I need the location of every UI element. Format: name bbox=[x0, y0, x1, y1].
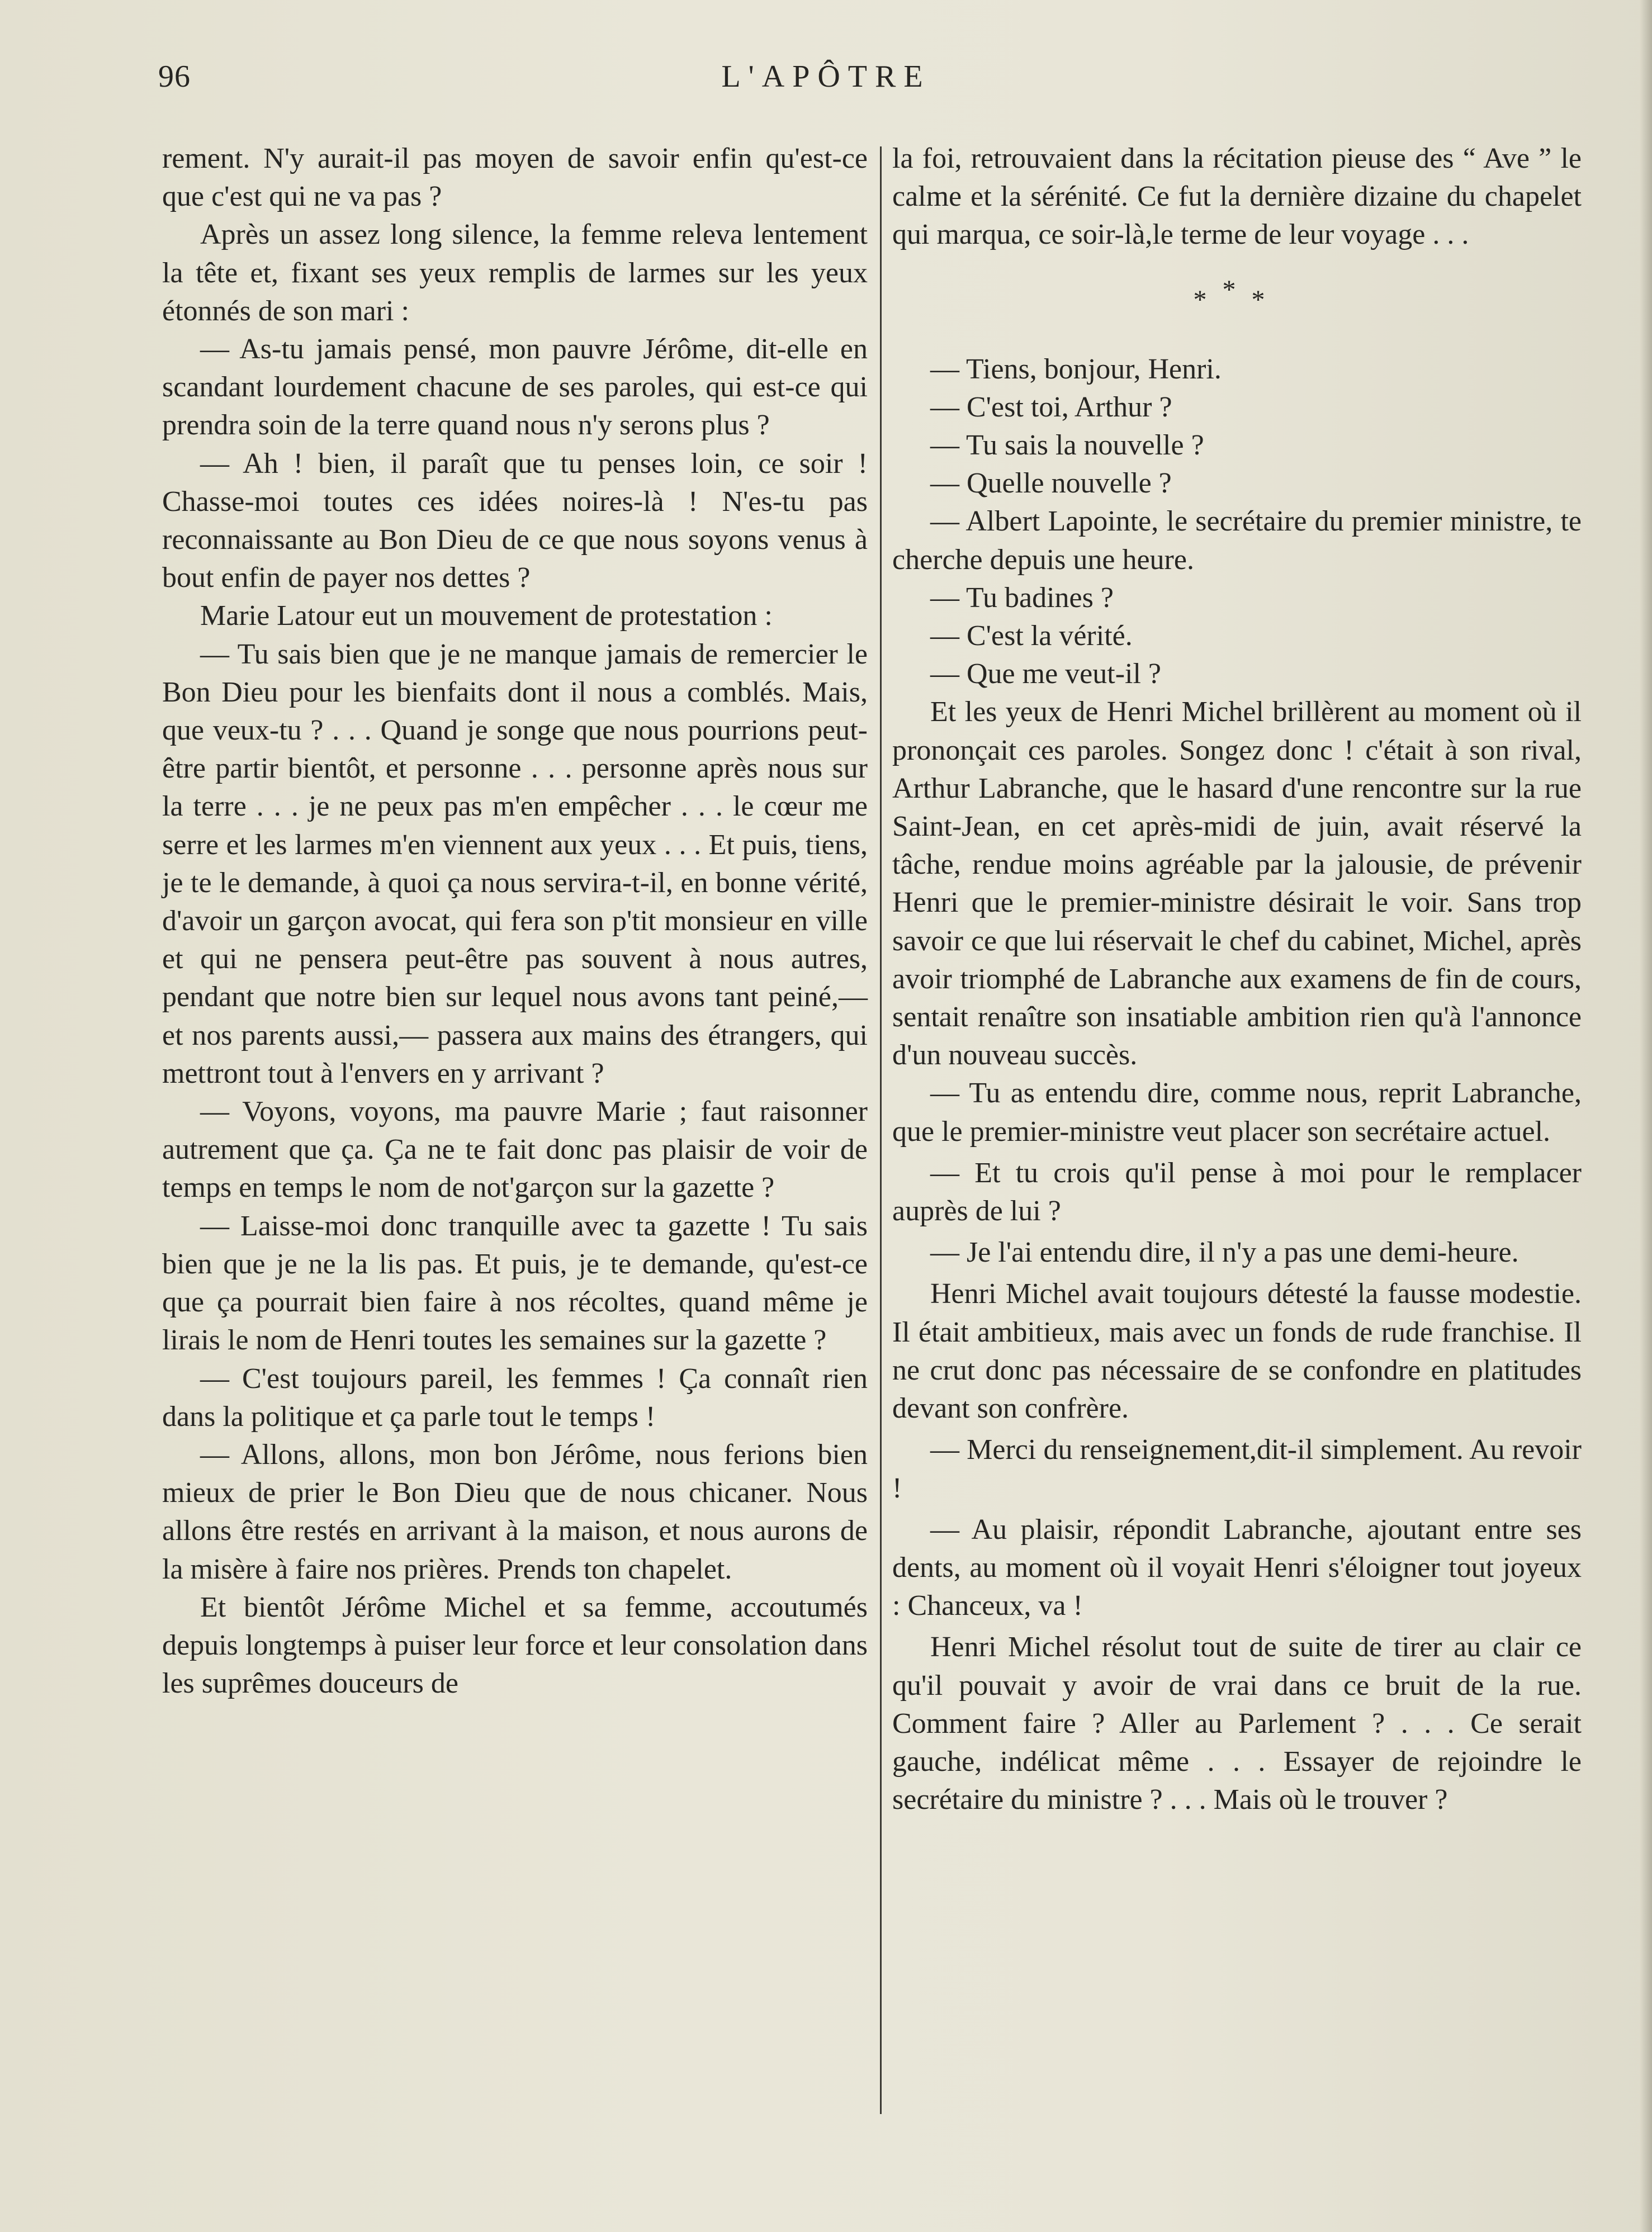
paragraph: — C'est toi, Arthur ? bbox=[930, 391, 1172, 423]
paragraph: Henri Michel avait toujours détesté la fausse modestie. Il était ambitieux, mais avec un fonds de rude franchise. Il ne crut donc pas nécessaire de se confondre en platitudes devant son confrère. bbox=[892, 1278, 1582, 1425]
asterisk: * bbox=[1251, 285, 1281, 315]
asterisk: * bbox=[1193, 285, 1223, 315]
section-break bbox=[892, 274, 1582, 315]
paragraph: — C'est toujours pareil, les femmes ! Ça connaît rien dans la politique et ça parle tout le temps ! bbox=[162, 1362, 868, 1433]
paragraph: rement. N'y aurait-il pas moyen de savoir enfin qu'est-ce que c'est qui ne va pas ? bbox=[162, 143, 868, 213]
paragraph: — Que me veut-il ? bbox=[930, 658, 1161, 690]
paragraph: — Allons, allons, mon bon Jérôme, nous ferions bien mieux de prier le Bon Dieu que de nous chicaner. Nous allons être restés en arrivant à la maison, et nous aurons de la misère à faire nos prières. Prends ton chapelet. bbox=[162, 1438, 868, 1585]
paragraph: — C'est la vérité. bbox=[930, 620, 1133, 652]
paragraph: Après un assez long silence, la femme releva lentement la tête et, fixant ses yeux remplis de larmes sur les yeux étonnés de son mari : bbox=[162, 219, 868, 327]
page-edge-shadow bbox=[1640, 0, 1652, 2232]
right-column bbox=[892, 140, 1582, 1819]
left-column bbox=[162, 140, 868, 1703]
paragraph: Henri Michel résolut tout de suite de tirer au clair ce qu'il pouvait y avoir de vrai dans ce bruit de la rue. Comment faire ? Aller au Parlement ? . . . Ce serait gauche, indélicat même . . . Essayer de rejoindre le secrétaire du ministre ? . . . Mais où le trouver ? bbox=[892, 1631, 1582, 1816]
paragraph: la foi, retrouvaient dans la récitation pieuse des “ Ave ” le calme et la sérénité. Ce fut la dernière dizaine du chapelet qui marqua, ce soir-là,le terme de leur voyage . . . bbox=[892, 143, 1582, 251]
paragraph: — Tu as entendu dire, comme nous, reprit Labranche, que le premier-ministre veut placer son secrétaire actuel. bbox=[892, 1077, 1582, 1148]
paragraph: — Albert Lapointe, le secrétaire du premier ministre, te cherche depuis une heure. bbox=[892, 505, 1582, 576]
paragraph: — Tiens, bonjour, Henri. bbox=[930, 353, 1222, 385]
column-divider bbox=[880, 146, 882, 2114]
paragraph: — As-tu jamais pensé, mon pauvre Jérôme, dit-elle en scandant lourdement chacune de ses paroles, qui est-ce qui prendra soin de la terre quand nous n'y serons plus ? bbox=[162, 333, 868, 442]
paragraph: — Au plaisir, répondit Labranche, ajoutant entre ses dents, au moment où il voyait Henri s'éloigner tout joyeux : Chanceux, va ! bbox=[892, 1513, 1582, 1622]
page-number: 96 bbox=[158, 59, 191, 94]
paragraph: Et les yeux de Henri Michel brillèrent au moment où il prononçait ces paroles. Songez donc ! c'était à son rival, Arthur Labranche, que le hasard d'une rencontre sur la rue Saint-Jean, en cet après-midi de juin, avait réservé la tâche, rendue moins agréable par la jalousie, de prévenir Henri que le premier-ministre désirait le voir. Sans trop savoir ce que lui réservait le chef du cabinet, Michel, après avoir triomphé de Labranche aux examens de fin de cours, sentait renaître son insatiable ambition rien qu'à l'annonce d'un nouveau succès. bbox=[892, 696, 1582, 1072]
paragraph: — Et tu crois qu'il pense à moi pour le remplacer auprès de lui ? bbox=[892, 1157, 1582, 1228]
paragraph: — Merci du renseignement,dit-il simplement. Au revoir ! bbox=[892, 1434, 1582, 1504]
paragraph: — Quelle nouvelle ? bbox=[930, 467, 1172, 500]
paragraph: Et bientôt Jérôme Michel et sa femme, accoutumés depuis longtemps à puiser leur force et leur consolation dans les suprêmes douceurs de bbox=[162, 1591, 868, 1700]
paragraph: Marie Latour eut un mouvement de protestation : bbox=[200, 600, 773, 632]
paragraph: — Tu sais la nouvelle ? bbox=[930, 429, 1204, 462]
running-title: L'APÔTRE bbox=[721, 59, 931, 94]
paragraph: — Je l'ai entendu dire, il n'y a pas une demi-heure. bbox=[930, 1236, 1519, 1269]
paragraph: — Laisse-moi donc tranquille avec ta gazette ! Tu sais bien que je ne la lis pas. Et puis, je te demande, qu'est-ce que ça pourrait bien faire à nos récoltes, quand même je lirais le nom de Henri toutes les semaines sur la gazette ? bbox=[162, 1210, 868, 1357]
paragraph: — Tu badines ? bbox=[930, 581, 1114, 614]
paragraph: — Ah ! bien, il paraît que tu penses loin, ce soir ! Chasse-moi toutes ces idées noires-là ! N'es-tu pas reconnaissante au Bon Dieu de ce que nous soyons venus à bout enfin de payer nos dettes ? bbox=[162, 447, 868, 594]
paragraph: — Voyons, voyons, ma pauvre Marie ; faut raisonner autrement que ça. Ça ne te fait donc pas plaisir de voir de temps en temps le nom de not'garçon sur la gazette ? bbox=[162, 1096, 868, 1204]
asterisk: * bbox=[1222, 274, 1252, 305]
paragraph: — Tu sais bien que je ne manque jamais de remercier le Bon Dieu pour les bienfaits dont il nous a comblés. Mais, que veux-tu ? . . . Quand je songe que nous pourrions peut-être partir bientôt, et personne . . . personne après nous sur la terre . . . je ne peux pas m'en empêcher . . . le cœur me serre et les larmes m'en viennent aux yeux . . . Et puis, tiens, je te le demande, à quoi ça nous servira-t-il, en bonne vérité, d'avoir un garçon avocat, qui fera son p'tit monsieur en ville et qui ne pensera peut-être pas souvent à nous autres, pendant que notre bien sur lequel nous avons tant peiné,— et nos parents aussi,— passera aux mains des étrangers, qui mettront tout à l'envers en y arrivant ? bbox=[162, 638, 868, 1089]
